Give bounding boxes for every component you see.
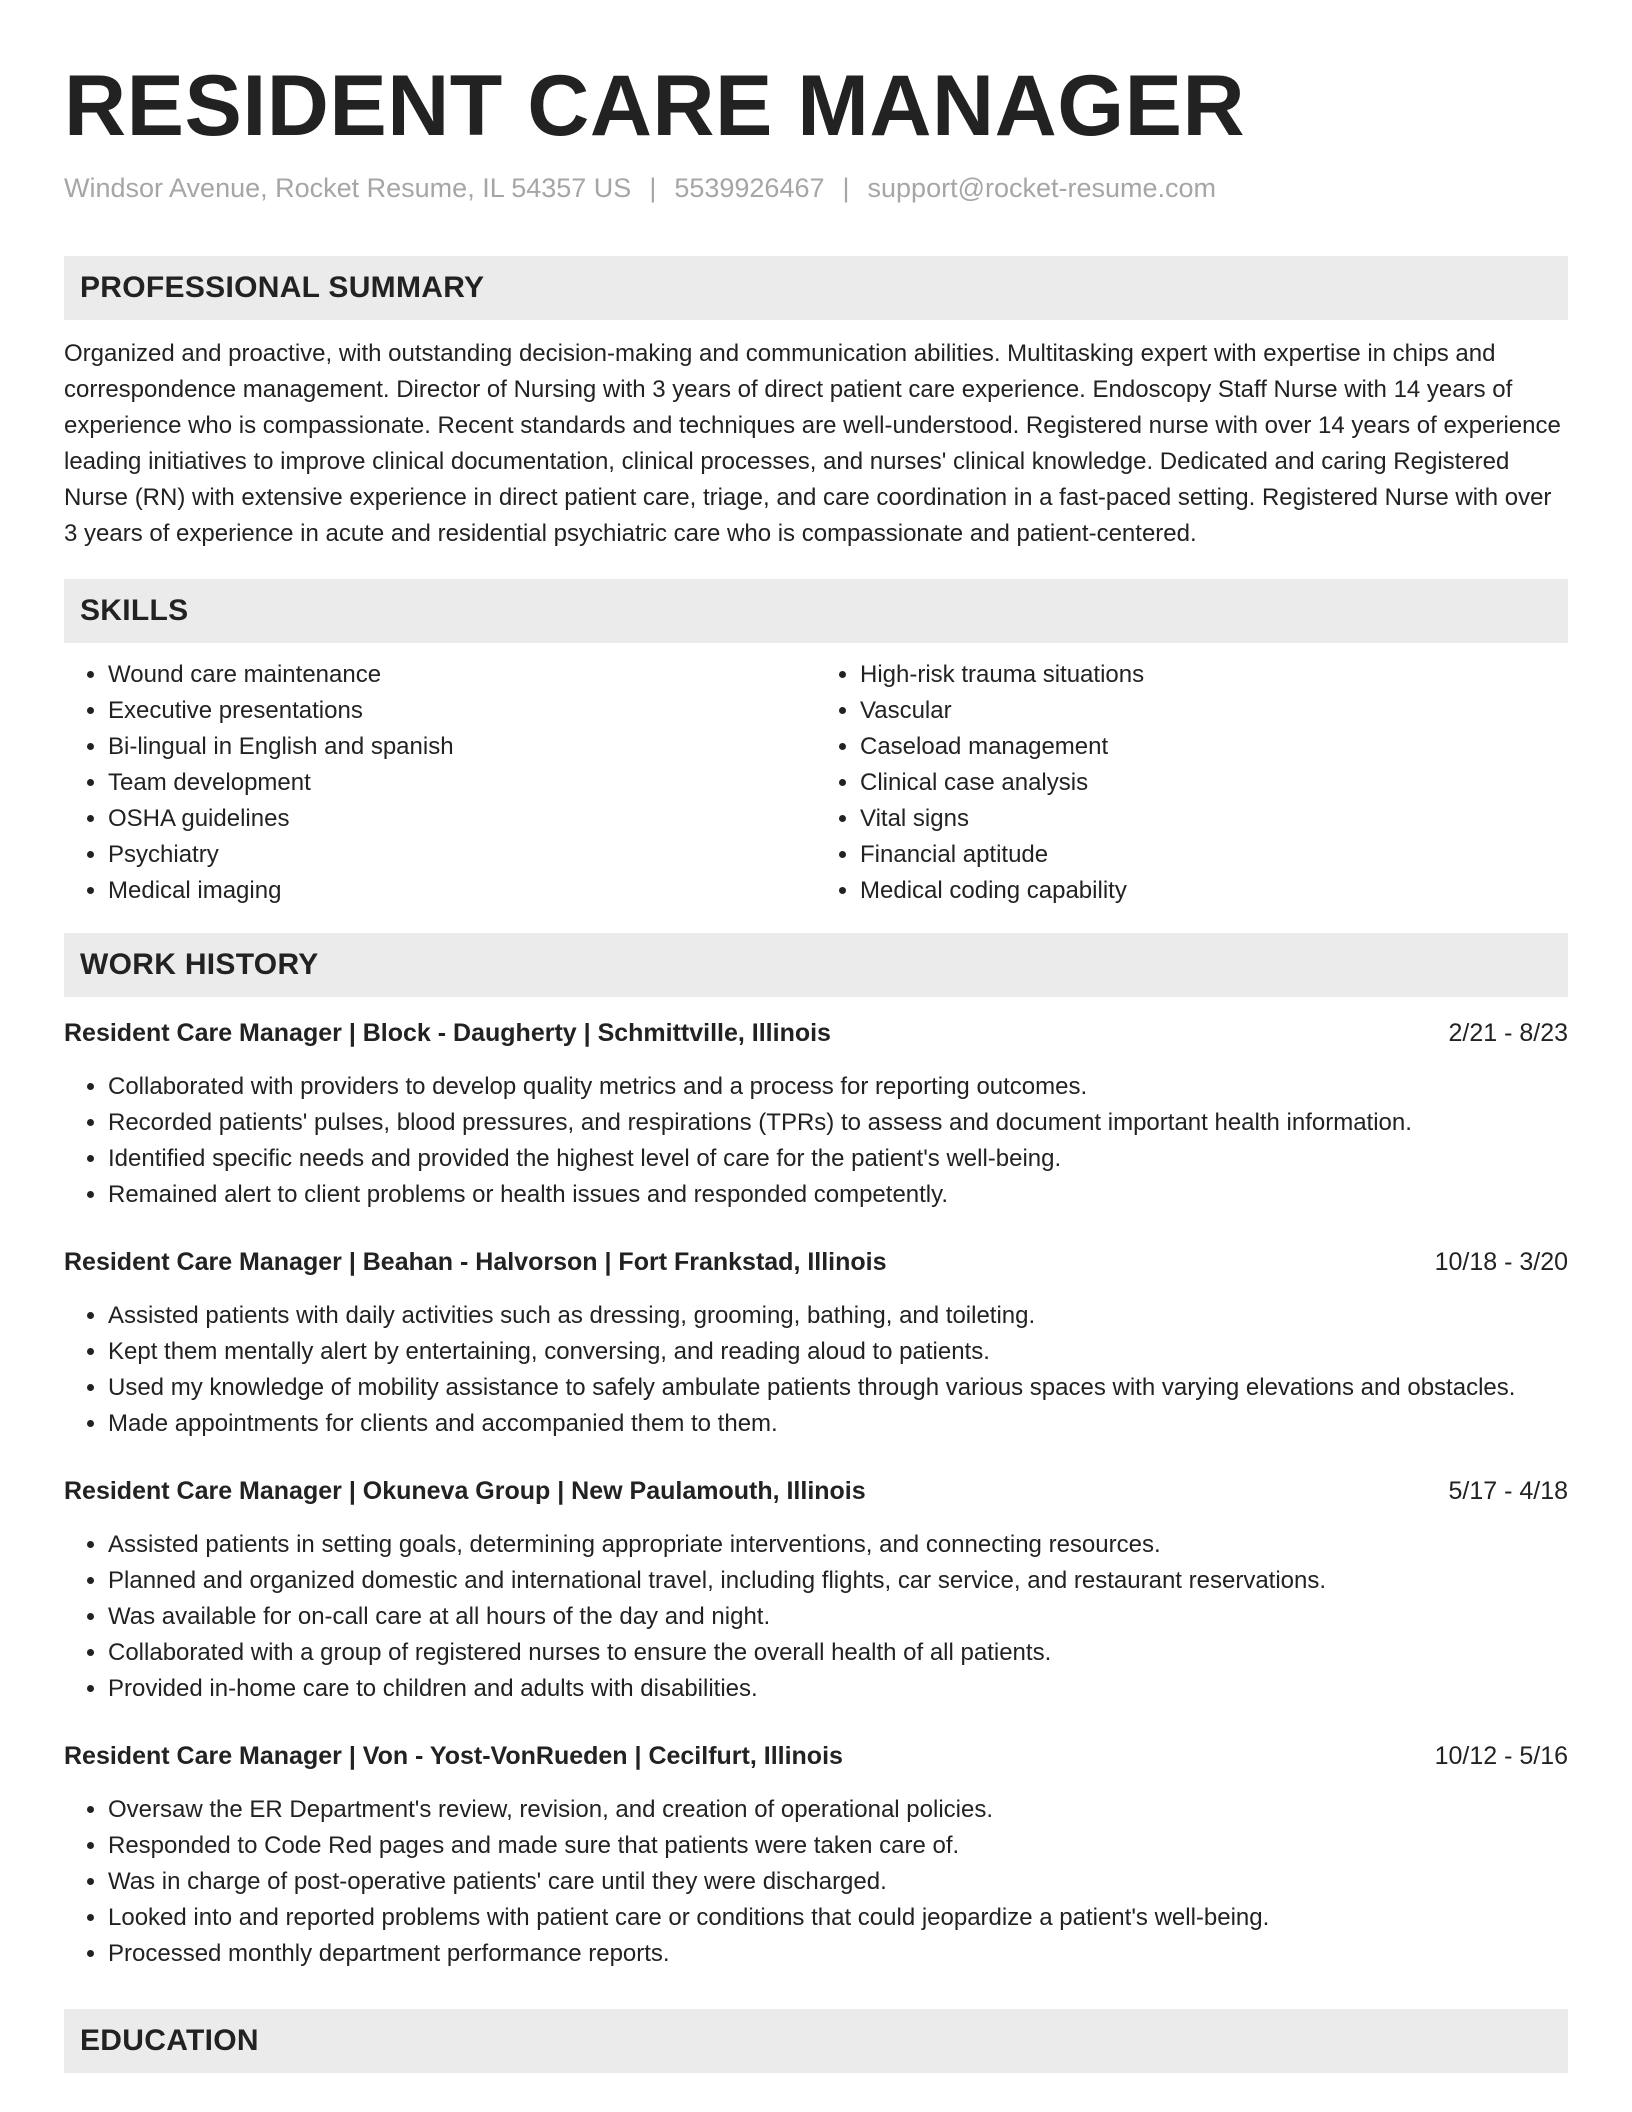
skill-item: • Wound care maintenance xyxy=(108,657,816,693)
job-title: Resident Care Manager | Okuneva Group | New Paulamouth, Illinois xyxy=(64,1477,866,1505)
job-bullet: • Provided in-home care to children and adults with disabilities. xyxy=(108,1671,1568,1707)
job-bullet: • Identified specific needs and provided the highest level of care for the patient's well-being. xyxy=(108,1141,1568,1177)
job-bullet: • Processed monthly department performance reports. xyxy=(108,1936,1568,1972)
job-title: Resident Care Manager | Von - Yost-VonRueden | Cecilfurt, Illinois xyxy=(64,1742,843,1770)
job-entry xyxy=(64,1738,1568,1972)
skill-item: • Financial aptitude xyxy=(860,837,1568,873)
job-title: Resident Care Manager | Block - Daugherty | Schmittville, Illinois xyxy=(64,1019,831,1047)
job-header xyxy=(64,1244,1568,1280)
skill-item: • Bi-lingual in English and spanish xyxy=(108,729,816,765)
job-bullet: • Looked into and reported problems with patient care or conditions that could jeopardize a patient's well-being. xyxy=(108,1900,1568,1936)
skills-column-right xyxy=(816,657,1568,909)
job-header xyxy=(64,1738,1568,1774)
job-bullet: • Collaborated with a group of registered nurses to ensure the overall health of all patients. xyxy=(108,1635,1568,1671)
job-bullet: • Collaborated with providers to develop quality metrics and a process for reporting outcomes. xyxy=(108,1069,1568,1105)
skill-item: • Vascular xyxy=(860,693,1568,729)
skill-item: • Medical coding capability xyxy=(860,873,1568,909)
skill-item: • Executive presentations xyxy=(108,693,816,729)
job-bullet: • Planned and organized domestic and international travel, including flights, car service, and restaurant reservations. xyxy=(108,1563,1568,1599)
job-dates: 2/21 - 8/23 xyxy=(1448,1019,1568,1047)
job-dates: 5/17 - 4/18 xyxy=(1448,1477,1568,1505)
job-bullets xyxy=(64,1792,1568,1972)
job-entry xyxy=(64,1015,1568,1213)
job-bullets xyxy=(64,1527,1568,1707)
job-dates: 10/12 - 5/16 xyxy=(1434,1742,1568,1770)
job-header xyxy=(64,1015,1568,1051)
job-bullet: • Responded to Code Red pages and made sure that patients were taken care of. xyxy=(108,1828,1568,1864)
summary-heading: PROFESSIONAL SUMMARY xyxy=(64,256,1568,320)
job-dates: 10/18 - 3/20 xyxy=(1434,1248,1568,1276)
job-bullet: • Assisted patients with daily activities such as dressing, grooming, bathing, and toileting. xyxy=(108,1298,1568,1334)
contact-address: Windsor Avenue, Rocket Resume, IL 54357 US xyxy=(64,173,632,203)
summary-text: Organized and proactive, with outstanding decision-making and communication abilities. Multitasking expert with expertise in chips and correspondence management. Director of Nursing with 3 years of direct patient care experience. Endoscopy Staff Nurse with 14 years of experience who is compassionate. Recent standards and techniques are well-understood. Registered nurse with over 14 years of experience leading initiatives to improve clinical documentation, clinical processes, and nurses' clinical knowledge. Dedicated and caring Registered Nurse (RN) with extensive experience in direct patient care, triage, and care coordination in a fast-paced setting. Registered Nurse with over 3 years of experience in acute and residential psychiatric care who is compassionate and patient-centered. xyxy=(64,340,1561,547)
job-bullet: • Oversaw the ER Department's review, revision, and creation of operational policies. xyxy=(108,1792,1568,1828)
skill-item: • OSHA guidelines xyxy=(108,801,816,837)
contact-line xyxy=(64,170,1568,206)
education-heading: EDUCATION xyxy=(64,2009,1568,2073)
job-bullet: • Made appointments for clients and accompanied them to them. xyxy=(108,1406,1568,1442)
job-bullet: • Recorded patients' pulses, blood pressures, and respirations (TPRs) to assess and document important health information. xyxy=(108,1105,1568,1141)
job-bullets xyxy=(64,1069,1568,1213)
skill-item: • Vital signs xyxy=(860,801,1568,837)
job-entry xyxy=(64,1473,1568,1707)
skills-list xyxy=(64,657,1568,909)
skill-item: • Team development xyxy=(108,765,816,801)
skills-heading: SKILLS xyxy=(64,579,1568,643)
job-bullet: • Remained alert to client problems or health issues and responded competently. xyxy=(108,1177,1568,1213)
job-bullet: • Assisted patients in setting goals, determining appropriate interventions, and connecting resources. xyxy=(108,1527,1568,1563)
contact-separator: | xyxy=(842,173,850,203)
job-bullet: • Was available for on-call care at all hours of the day and night. xyxy=(108,1599,1568,1635)
skill-item: • Caseload management xyxy=(860,729,1568,765)
skills-column-left xyxy=(64,657,816,909)
job-bullet: • Used my knowledge of mobility assistance to safely ambulate patients through various spaces with varying elevations and obstacles. xyxy=(108,1370,1568,1406)
job-title: Resident Care Manager | Beahan - Halvorson | Fort Frankstad, Illinois xyxy=(64,1248,887,1276)
skill-item: • Psychiatry xyxy=(108,837,816,873)
skill-item: • High-risk trauma situations xyxy=(860,657,1568,693)
contact-separator: | xyxy=(649,173,657,203)
job-bullet: • Was in charge of post-operative patients' care until they were discharged. xyxy=(108,1864,1568,1900)
contact-phone: 5539926467 xyxy=(674,173,825,203)
job-header xyxy=(64,1473,1568,1509)
skill-item: • Medical imaging xyxy=(108,873,816,909)
work-history-heading: WORK HISTORY xyxy=(64,933,1568,997)
job-entry xyxy=(64,1244,1568,1442)
skill-item: • Clinical case analysis xyxy=(860,765,1568,801)
job-bullet: • Kept them mentally alert by entertaining, conversing, and reading aloud to patients. xyxy=(108,1334,1568,1370)
job-bullets xyxy=(64,1298,1568,1442)
contact-email: support@rocket-resume.com xyxy=(867,173,1217,203)
resume-name: RESIDENT CARE MANAGER xyxy=(64,58,1246,154)
